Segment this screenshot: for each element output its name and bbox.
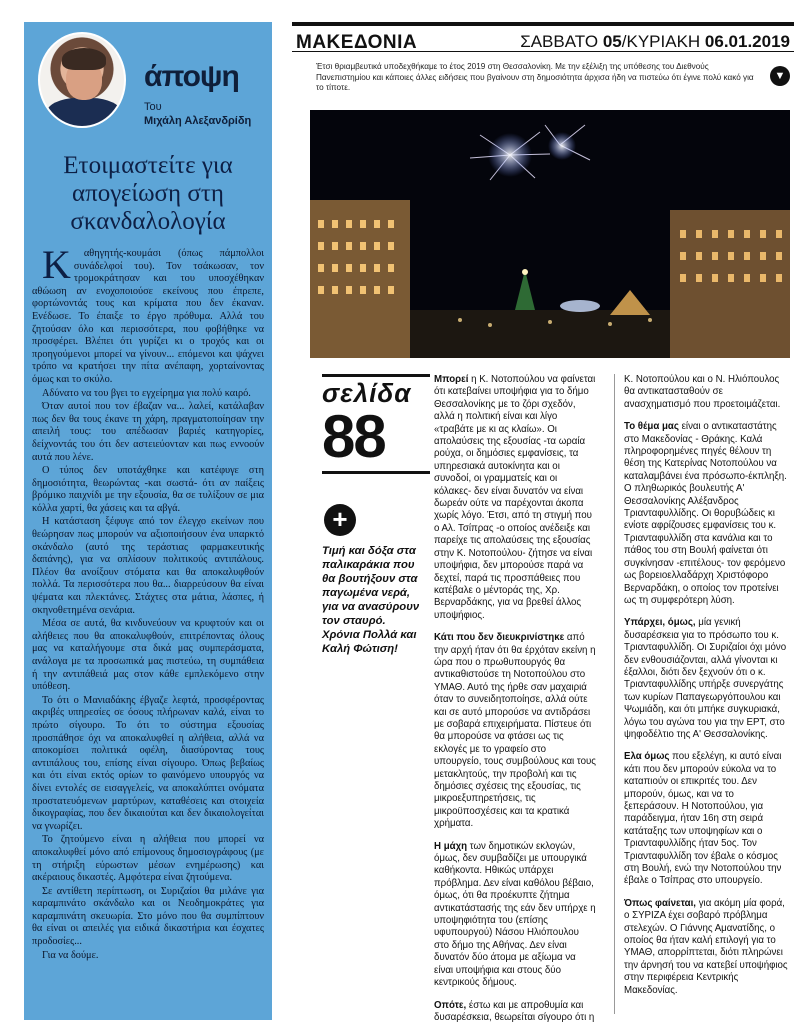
arrow-down-icon: ▼ bbox=[770, 66, 790, 86]
opinion-paragraph: Η κατάσταση ξέφυγε από τον έλεγχο εκείνων που θεώρησαν πως μπορούν να αξιοποιήσουν ένα υπαρκτό σκάνδαλο (αυτό της τεράστιας φαρμακευτικής δαπάνης), για να οπλίσουν πολιτικούς αντιπάλους. Πλέον θα ανοίξουν στόματα και θα αποκαλυφθούν πολλά. Τα περισσότερα που θα... διαρρεύσουν θα είναι ψέματα και πλεκτάνες. Στάχτες στα μάτια, λάσπες, ή σκηνοθετημένα σενάρια. bbox=[32, 516, 264, 616]
paragraph-text: έστω και με απροθυμία και δυσαρέσκεια, θεωρείται σίγουρο ότι η bbox=[434, 999, 595, 1023]
byline bbox=[144, 100, 251, 128]
news-page bbox=[292, 22, 794, 1023]
article-paragraph bbox=[434, 1000, 596, 1024]
article-paragraph bbox=[434, 632, 596, 831]
date-day: 05 bbox=[602, 32, 622, 51]
photo-caption bbox=[316, 62, 786, 94]
paragraph-lead: Μπορεί bbox=[434, 374, 469, 385]
opinion-paragraph: Ο τύπος δεν υποτάχθηκε και κατέφυγε στη δημοσιότητα, θεωρώντας -και σωστά- ότι αν παίξεις βρόμικο παιχνίδι με την εξουσία, θα σε τυλίξουν σε μια κόλλα χαρτί, θα χάσεις και τα αβγά. bbox=[32, 465, 264, 514]
paragraph-text: των δημοτικών εκλογών, όμως, δεν συμβαδίζει με υπουργικά καθήκοντα. Ηθικώς υπάρχει πρόβλημα. Δεν είναι καθόλου βέβαιο, όμως, ότι θα προέκυπτε ζήτημα αντικατάστασής της εάν δεν υπήρχε η υποψηφιότητα του (επίσης υφυπουργού) Νάσου Ηλιόπουλου στο δήμο της Αθήνας. Δεν είναι δυνατόν δύο άτομα με αξίωμα να είναι υποψήφια και στους δύο κεντρικούς δήμους. bbox=[434, 840, 596, 989]
plus-icon: + bbox=[324, 504, 356, 536]
page-number: 88 bbox=[322, 407, 430, 474]
sidebar-note: Τιμή και δόξα στα παλικαράκια που θα βουτήξουν στα παγωμένα νερά, για να ανασύρουν τον σταυρό. Χρόνια Πολλά και Καλή Φώτιση! bbox=[322, 545, 420, 655]
byline-prefix: Του bbox=[144, 101, 162, 113]
author-name: Μιχάλη Αλεξανδρίδη bbox=[144, 115, 252, 127]
article-paragraph bbox=[624, 374, 788, 411]
article-paragraph bbox=[624, 617, 788, 741]
paragraph-lead: Όπως φαίνεται, bbox=[624, 897, 697, 909]
opinion-header bbox=[32, 28, 264, 138]
article-paragraph bbox=[624, 898, 788, 997]
issue-date bbox=[520, 32, 790, 52]
paragraph-text: η Κ. Νοτοπούλου να φαίνεται ότι κατεβαίνει υποψήφια για το δήμο Θεσσαλονίκης με το ζόρι σχεδόν, αλλά η πολιτική είναι και λίγο «τραβάτε με κι ας κλαίω». Οι απολαύσεις της εξουσίας -τα ωραία ρούχα, οι δημόσιες εμφανίσεις, τα υπηρεσιακά αυτοκίνητα και οι συνοδοί, οι γραμματείς και οι κόλακες- δεν είναι δυνατόν να είναι δωρεάν ούτε να παρέχονται άκοπα χωρίς λόγο. Έτσι, από τη στιγμή που ο Αλ. Τσίπρας -ο οποίος ανέδειξε και παρείχε τις απολαύσεις της εξουσίας στην Κ. Νοτοπούλου- ζήτησε να είναι υποψήφια, δεν μπορούσε παρά να δεχτεί, παρά τις προσπάθειες που κατέβαλε ο μέντοράς της, Χρ. Βερναρδάκης, για να βρεθεί άλλος υποψήφιος. bbox=[434, 374, 596, 621]
opinion-paragraph: Μέσα σε αυτά, θα κινδυνεύουν να κρυφτούν και οι αλήθειες που θα αποκαλυφθούν, επιτρέποντας όλους μας να καταλήγουμε στα δικά μας συμπεράσματα, ανάλογα με τα προσωπικά μας πιστεύω, τη συμπάθεια ή την αντιπάθειά μας στον κάθε εμπλεκόμενο στην υπόθεση. bbox=[32, 618, 264, 693]
paragraph-lead: Κάτι που δεν διευκρινίστηκε bbox=[434, 632, 565, 644]
date-prefix: ΣΑΒΒΑΤΟ bbox=[520, 32, 603, 51]
paragraph-text: από την αρχή ήταν ότι θα έρχόταν εκείνη η ώρα που ο πρωθυπουργός θα αντικαθιστούσε τη Νοτοπούλου στο ΥΜΑΘ. Αυτό της ήρθε σαν μαχαιριά όταν το συνειδητοποίησε, αλλά ούτε και σε αυτό μπορούσε να αντιδράσει με σοβαρά επιχειρήματα. Πίστευε ότι θα μπορούσε να φτάσει ως τις εκλογές με το γραφείο στο υπουργείο, τους συμβούλους και τους μετακλητούς, την προβολή και τις δημόσιες σχέσεις της εξουσίας, τις μικροεξυπηρετήσεις, τις μικροϋποσχέσεις και τα κρατικά χρήματα. bbox=[434, 632, 596, 830]
fireworks-photo bbox=[310, 110, 790, 358]
caption-text: Έτσι θριαμβευτικά υποδεχθήκαμε το έτος 2019 στη Θεσσαλονίκη. Με την εξέλιξη της υπόθεσης του Διεθνούς Πανεπιστημίου και κάποιες άλλες ειδήσεις που βγαίνουν στη δημοσιότητα άρχισα ήδη να πιστεύω ότι έγινε πολύ κακό για το τίποτε. bbox=[316, 62, 754, 92]
fireworks-illustration bbox=[310, 110, 790, 358]
opinion-title: Ετοιμαστείτε για απογείωση στη σκανδαλολογία bbox=[63, 152, 233, 235]
newspaper-name: ΜΑΚΕΔΟΝΙΑ bbox=[296, 32, 418, 53]
opinion-paragraph: Καθηγητής-κουμάσι (όπως πάμπολλοι συνάδελφοί του). Τον τσάκωσαν, τον τρομοκράτησαν και του υποσχέθηκαν αθώωση αν ενοχοποιούσε εκείνους που έπρεπε, φορτώνοντάς τους και κρίματα που δεν έκαναν. Ενέδωσε. Το έπαιξε το έργο πρόθυμα. Αλλά του ζητούσαν όλο και περισσότερα, που φοβήθηκε να προσφέρει. Βλέπει ότι γυρίζει κι ο τροχός και οι προηγούμενοι μπορεί να γίνουν... επόμενοι και ψάχνει τρόπο να κρατήσει την πίτα ανέπαφη, χορταίνοντας όμως και το σκύλο. bbox=[32, 242, 264, 385]
paragraph-lead: Οπότε, bbox=[434, 999, 467, 1011]
paragraph-text: είναι ο αντικαταστάτης στο Μακεδονίας - Θράκης. Καλά πληροφορημένες πηγές θέλουν τη θέση της Κατερίνας Νοτοπούλου να καταλαμβάνει ένα πρόσωπο-έκπληξη. Ο πληθωρικός βουλευτής Α' Θεσσαλονίκης Αλέξανδρος Τριανταφυλλίδης. Οι θορυβώδεις κι ενίοτε αφρίζουσες εμφανίσεις του κ. Τριανταφυλλίδη στα κανάλια και το πάθος του στη Βουλή φαίνεται ότι συγκίνησαν -επιτέλους- τον φερόμενο ως βορειοελλαδάρχη Χριστόφορο Βερναρδάκη, ο οποίος τον προτείνει ως τη συμφερότερη λύση. bbox=[624, 421, 787, 606]
right-column bbox=[624, 374, 788, 1007]
page-label: σελίδα bbox=[322, 374, 430, 407]
paragraph-text: μία γενική δυσαρέσκεια για το πρόσωπο του κ. Τριανταφυλλίδη. Οι Συριζαίοι όχι μόνο δεν ενθουσιάζονται, αλλά γίνονται κι έξαλλοι, διότι δεν ξεχνούν ότι ο κ. Τριανταφυλλίδης υπήρξε συνεργάτης των κυρίων Παπαγεωργόπουλου και Ψωμιάδη, και ότι μπήκε συγκυριακά, λόγω του αγώνα του για την ΕΡΤ, στο ψηφοδέλτιο της Α' Θεσσαλονίκης. bbox=[624, 617, 787, 740]
date-mid: /ΚΥΡΙΑΚΗ bbox=[621, 32, 705, 51]
column-divider bbox=[614, 374, 615, 1014]
opinion-paragraph: Σε αντίθετη περίπτωση, οι Συριζαίοι θα μιλάνε για καραμπινάτο σκάνδαλο και οι Νεοδημοκράτες για καραμπινάτη σκευωρία. Στο μόνο που θα συμπίπτουν θα είναι οι απειλές για ειδικά δικαστήρια και έσχατες προδοσίες... bbox=[32, 885, 264, 948]
author-avatar bbox=[38, 32, 126, 128]
paragraph-text: για ακόμη μία φορά, ο ΣΥΡΙΖΑ έχει σοβαρό πρόβλημα στελεχών. Ο Γιάννης Αμανατίδης, ο οποίος θα ήταν καλή επιλογή για το ΥΜΑΘ, απορρίπτεται, διότι πληρώνει την άρνησή του να κατεβεί υποψήφιος στην περιφέρεια Κεντρικής Μακεδονίας. bbox=[624, 897, 788, 996]
article-paragraph bbox=[624, 421, 788, 607]
paragraph-text: που εξελέγη, κι αυτό είναι κάτι που δεν μπορούν εύκολα να το καταπιούν οι επικριτές του. Δεν μπορούν, όμως, και να το ξεπεράσουν. Η Νοτοπούλου, για παράδειγμα, ήταν 16η στη σειρά κατάταξης των υποψηφίων και ο Τριανταφυλλίδης ήταν 5ος. Τον Τριανταφυλλίδη τον έβαλε ο κόσμος στη Βουλή, ενώ την Νοτοπούλου την έβαλε ο Τσίπρας στο υπουργείο. bbox=[624, 751, 782, 887]
article-paragraph bbox=[434, 841, 596, 990]
opinion-paragraph: Το ότι ο Μανιαδάκης έβγαζε λεφτά, προσφέροντας ακριβές υπηρεσίες σε όσους πλήρωναν καλά, είναι το πρώτο σίγουρο. Το ότι το σύστημα εξουσίας προσπάθησε όχι να αποκαλυφθεί η αλήθεια, αλλά να αποκομίσει πολιτικά οφέλη, διασύροντας τους αντιπάλους του, επίσης είναι σίγουρο. Όπως βεβαίως και ότι είναι εκτός ορίων το φαινόμενο υπουργός να δίνει εντολές σε εισαγγελείς, να αποκαλύπτει ονόματα προστατευόμενων μαρτύρων, καταθέσεις και στοιχεία δικογραφίας, που δεν δικαιούται και δεν δικαιολογείται να γνωρίζει. bbox=[32, 694, 264, 832]
article-paragraph bbox=[624, 751, 788, 887]
opinion-paragraph: Το ζητούμενο είναι η αλήθεια που μπορεί να αποκαλυφθεί μόνο από επίμονους δημοσιογράφους (με τη στήριξη εύρωστων μέσων ενημέρωσης) και ακέραιους δικαστές. Αμφότερα είναι ζητούμενα. bbox=[32, 834, 264, 884]
opinion-label: άποψη bbox=[144, 60, 239, 93]
article-paragraph bbox=[434, 374, 596, 622]
paragraph-lead: Υπάρχει, όμως, bbox=[624, 617, 696, 629]
date-full: 06.01.2019 bbox=[704, 32, 790, 51]
paragraph-lead: Ελα όμως bbox=[624, 751, 670, 763]
opinion-paragraph: Αδύνατο να του βγει το εγχείρημα για πολύ καιρό. bbox=[42, 387, 251, 399]
middle-column bbox=[434, 374, 596, 1024]
paragraph-lead: Η μάχη bbox=[434, 840, 468, 852]
opinion-column bbox=[24, 22, 272, 1020]
masthead bbox=[292, 22, 794, 52]
paragraph-lead: Το θέμα μας bbox=[624, 421, 679, 433]
page-sidebar bbox=[322, 374, 430, 656]
opinion-paragraph: Όταν αυτοί που τον έβαζαν να... λαλεί, κατάλαβαν πως δεν θα τους έκανε τη χάρη, πραγματοποίησαν την απειλή τους: του απέδωσαν βαριές κατηγορίες, δείχνοντάς του ότι δεν αστειεύονταν και πως εννοούν αυτά που λένε. bbox=[32, 401, 264, 463]
paragraph-text: Κ. Νοτοπούλου και ο Ν. Ηλιόπουλος θα αντικατασταθούν σε ανασχηματισμό που προετοιμάζεται. bbox=[624, 374, 781, 410]
opinion-body bbox=[32, 242, 264, 962]
opinion-paragraph: Για να δούμε. bbox=[42, 949, 99, 961]
